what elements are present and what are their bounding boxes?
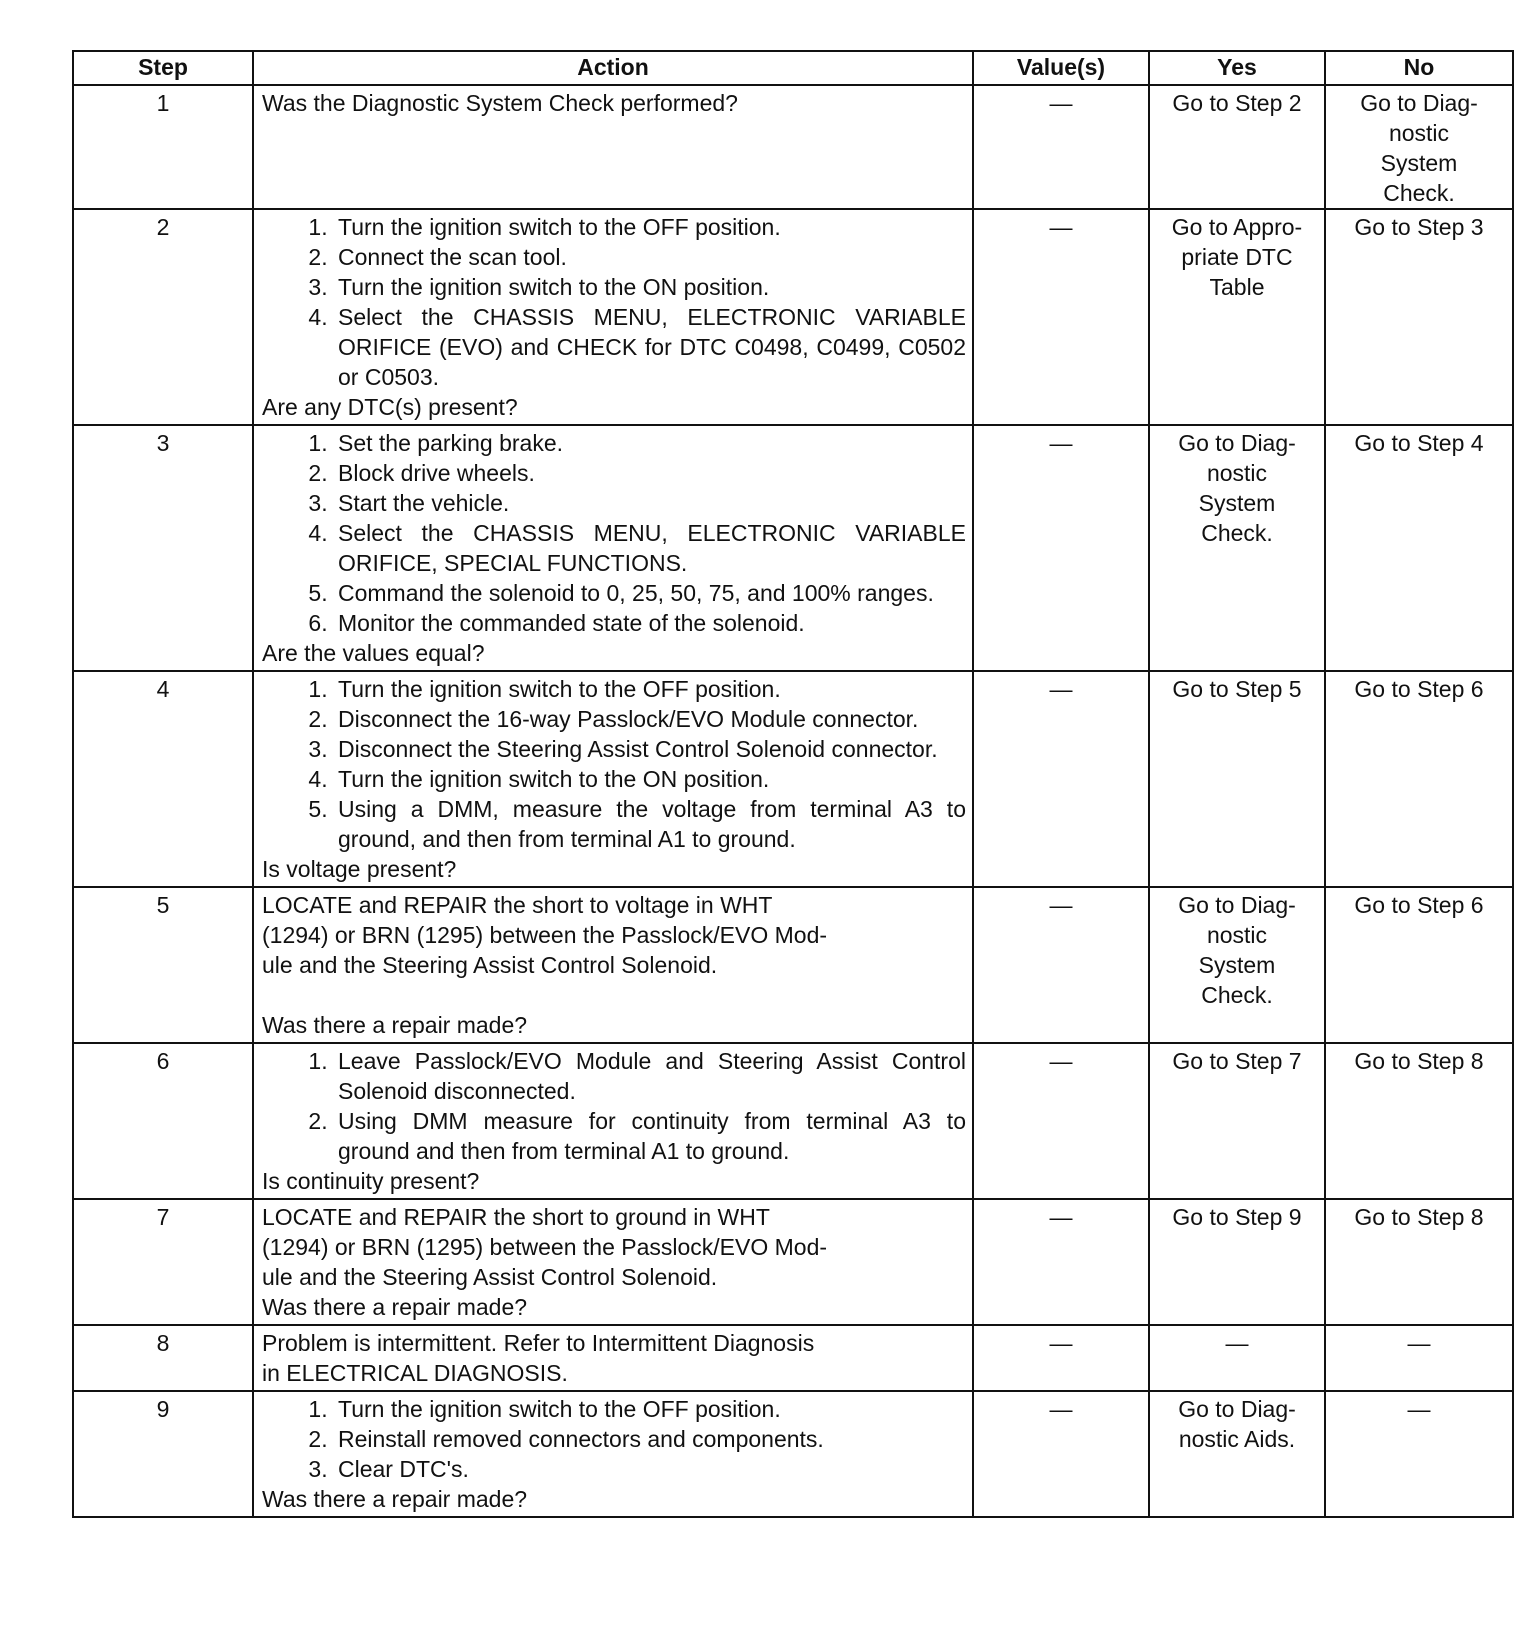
- action-text: LOCATE and REPAIR the short to ground in WHT (1294) or BRN (1295) between the Passlock/EVO Mod- ule and the Steering Assist Control Solenoid.: [262, 1204, 828, 1290]
- value-cell: —: [973, 1325, 1149, 1391]
- action-steps-list: [262, 428, 966, 638]
- header-values: Value(s): [973, 51, 1149, 85]
- action-text: LOCATE and REPAIR the short to voltage in WHT (1294) or BRN (1295) between the Passlock/EVO Mod- ule and the Steering Assist Control Solenoid.: [262, 892, 828, 978]
- table-row: [73, 85, 1513, 209]
- no-cell: Go to Step 4: [1325, 425, 1513, 671]
- action-step: 4. Select the CHASSIS MENU, ELECTRONIC VARIABLE ORIFICE, SPECIAL FUNCTIONS.: [334, 518, 966, 578]
- action-step: 4. Turn the ignition switch to the ON position.: [334, 764, 966, 794]
- no-cell: Go to Step 6: [1325, 887, 1513, 1043]
- action-step: 1. Turn the ignition switch to the OFF position.: [334, 212, 966, 242]
- action-steps-list: [262, 212, 966, 392]
- action-step: 5. Using a DMM, measure the voltage from terminal A3 to ground, and then from terminal A1 to ground.: [334, 794, 966, 854]
- diagnostic-table: [72, 50, 1514, 1518]
- step-number: 7: [73, 1199, 253, 1325]
- no-cell: Go to Step 8: [1325, 1043, 1513, 1199]
- action-step: 2. Block drive wheels.: [334, 458, 966, 488]
- table-row: [73, 1325, 1513, 1391]
- action-cell: [253, 671, 973, 887]
- yes-cell: Go to Diag- nostic System Check.: [1149, 425, 1325, 671]
- action-cell: [253, 1325, 973, 1391]
- action-step: 6. Monitor the commanded state of the solenoid.: [334, 608, 966, 638]
- no-cell: Go to Step 3: [1325, 209, 1513, 425]
- action-cell: [253, 209, 973, 425]
- value-cell: —: [973, 1199, 1149, 1325]
- table-row: [73, 1391, 1513, 1517]
- action-cell: [253, 887, 973, 1043]
- action-question: Is voltage present?: [262, 856, 457, 882]
- action-cell: [253, 1199, 973, 1325]
- table-row: [73, 1199, 1513, 1325]
- action-steps-list: [262, 674, 966, 854]
- action-question: Was there a repair made?: [262, 1486, 528, 1512]
- step-number: 4: [73, 671, 253, 887]
- action-question: Are the values equal?: [262, 640, 485, 666]
- table-header: [73, 51, 1513, 85]
- header-action: Action: [253, 51, 973, 85]
- action-step: 1. Turn the ignition switch to the OFF position.: [334, 1394, 966, 1424]
- action-step: 3. Turn the ignition switch to the ON position.: [334, 272, 966, 302]
- table-row: [73, 671, 1513, 887]
- header-no: No: [1325, 51, 1513, 85]
- action-steps-list: [262, 1394, 966, 1484]
- table-row: [73, 887, 1513, 1043]
- table-row: [73, 209, 1513, 425]
- value-cell: —: [973, 85, 1149, 209]
- action-step: 3. Disconnect the Steering Assist Control Solenoid connector.: [334, 734, 966, 764]
- value-cell: —: [973, 1391, 1149, 1517]
- value-cell: —: [973, 671, 1149, 887]
- action-cell: [253, 1043, 973, 1199]
- action-step: 3. Start the vehicle.: [334, 488, 966, 518]
- action-step: 2. Disconnect the 16-way Passlock/EVO Module connector.: [334, 704, 966, 734]
- no-cell: Go to Step 8: [1325, 1199, 1513, 1325]
- header-row: [73, 51, 1513, 85]
- action-step: 1. Set the parking brake.: [334, 428, 966, 458]
- yes-cell: —: [1149, 1325, 1325, 1391]
- table-row: [73, 425, 1513, 671]
- step-number: 9: [73, 1391, 253, 1517]
- step-number: 8: [73, 1325, 253, 1391]
- table-body: [73, 85, 1513, 1517]
- action-cell: [253, 1391, 973, 1517]
- step-number: 2: [73, 209, 253, 425]
- action-question: Is continuity present?: [262, 1168, 480, 1194]
- action-step: 2. Reinstall removed connectors and components.: [334, 1424, 966, 1454]
- yes-cell: Go to Step 7: [1149, 1043, 1325, 1199]
- action-step: 2. Connect the scan tool.: [334, 242, 966, 272]
- yes-cell: Go to Appro- priate DTC Table: [1149, 209, 1325, 425]
- yes-cell: Go to Step 5: [1149, 671, 1325, 887]
- action-question: Was the Diagnostic System Check performed?: [262, 90, 738, 116]
- step-number: 5: [73, 887, 253, 1043]
- header-yes: Yes: [1149, 51, 1325, 85]
- step-number: 6: [73, 1043, 253, 1199]
- action-step: 3. Clear DTC's.: [334, 1454, 966, 1484]
- step-number: 3: [73, 425, 253, 671]
- action-question: Are any DTC(s) present?: [262, 394, 518, 420]
- no-cell: —: [1325, 1325, 1513, 1391]
- step-number: 1: [73, 85, 253, 209]
- no-cell: —: [1325, 1391, 1513, 1517]
- yes-cell: Go to Step 9: [1149, 1199, 1325, 1325]
- value-cell: —: [973, 425, 1149, 671]
- yes-cell: Go to Step 2: [1149, 85, 1325, 209]
- value-cell: —: [973, 887, 1149, 1043]
- action-step: 4. Select the CHASSIS MENU, ELECTRONIC VARIABLE ORIFICE (EVO) and CHECK for DTC C0498, C0499, C0502 or C0503.: [334, 302, 966, 392]
- action-steps-list: [262, 1046, 966, 1166]
- header-step: Step: [73, 51, 253, 85]
- yes-cell: Go to Diag- nostic System Check.: [1149, 887, 1325, 1043]
- value-cell: —: [973, 209, 1149, 425]
- yes-cell: Go to Diag- nostic Aids.: [1149, 1391, 1325, 1517]
- value-cell: —: [973, 1043, 1149, 1199]
- action-cell: [253, 425, 973, 671]
- table-row: [73, 1043, 1513, 1199]
- action-step: 1. Leave Passlock/EVO Module and Steering Assist Control Solenoid disconnected.: [334, 1046, 966, 1106]
- action-step: 2. Using DMM measure for continuity from terminal A3 to ground and then from terminal A1 to ground.: [334, 1106, 966, 1166]
- action-question: Was there a repair made?: [262, 1294, 528, 1320]
- action-text: Problem is intermittent. Refer to Intermittent Diagnosis in ELECTRICAL DIAGNOSIS.: [262, 1330, 815, 1386]
- no-cell: Go to Diag- nostic System Check.: [1325, 85, 1513, 209]
- action-question: Was there a repair made?: [262, 1012, 528, 1038]
- no-cell: Go to Step 6: [1325, 671, 1513, 887]
- action-step: 5. Command the solenoid to 0, 25, 50, 75, and 100% ranges.: [334, 578, 966, 608]
- action-cell: [253, 85, 973, 209]
- action-step: 1. Turn the ignition switch to the OFF position.: [334, 674, 966, 704]
- paragraph-gap: [262, 980, 966, 1010]
